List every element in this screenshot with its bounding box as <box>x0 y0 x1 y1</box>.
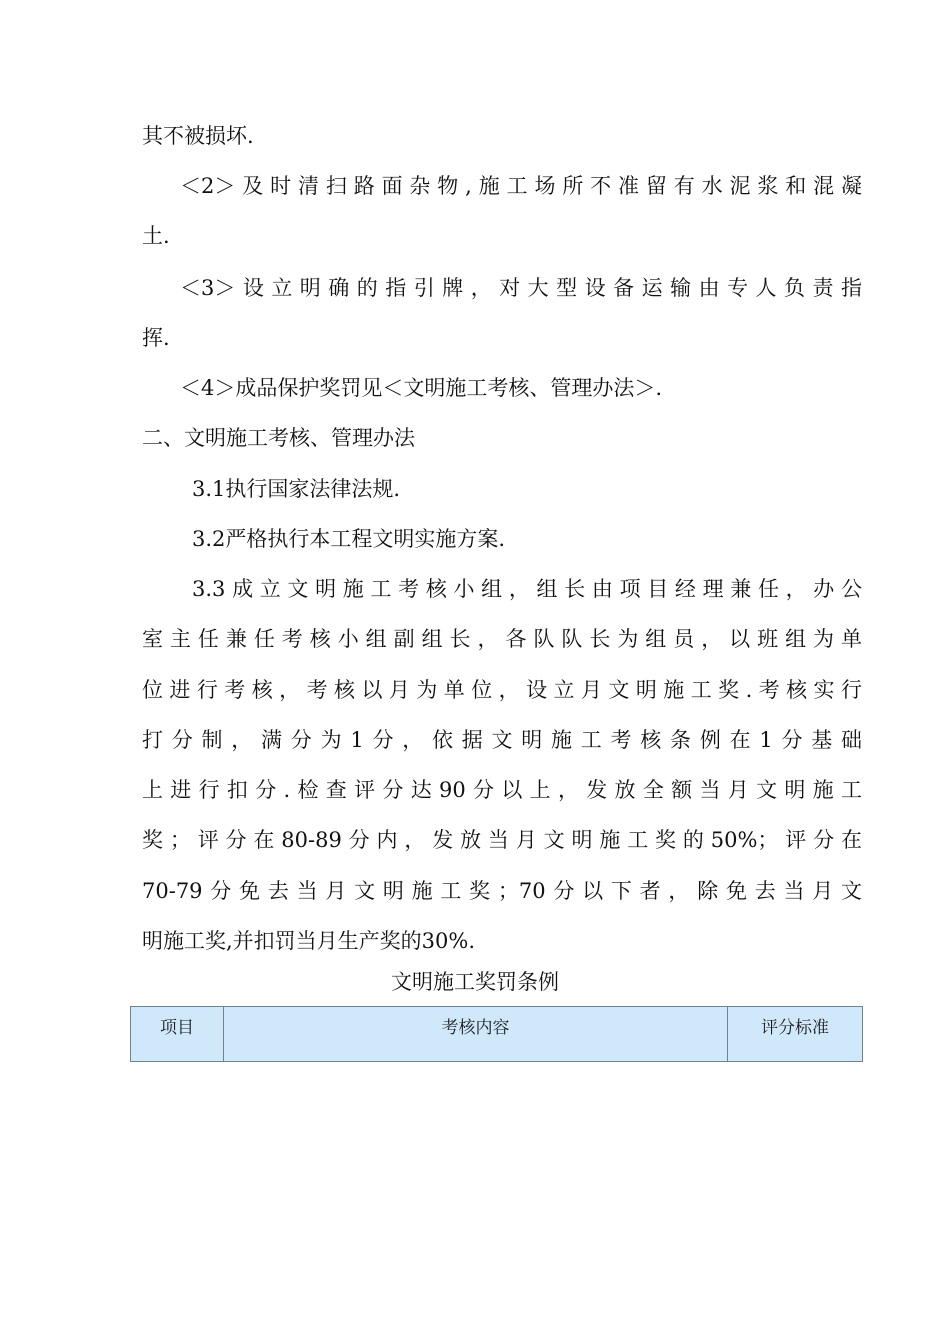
table-header-row <box>131 1007 863 1062</box>
paragraph-line: ＜4＞成品保护奖罚见＜文明施工考核、管理办法＞. <box>180 376 663 400</box>
paragraph-line: 70-79分免去当月文明施工奖；70分以下者，除免去当月文 <box>142 879 862 903</box>
paragraph-line: 位进行考核，考核以月为单位，设立月文明施工奖.考核实行 <box>142 678 862 702</box>
paragraph-line: 打分制，满分为1分，依据文明施工考核条例在1分基础 <box>142 728 862 752</box>
paragraph-line: 明施工奖,并扣罚当月生产奖的30%. <box>142 929 476 953</box>
clause-line: 3.3成立文明施工考核小组，组长由项目经理兼任，办公 <box>192 577 862 601</box>
clause-line: 3.1执行国家法律法规. <box>192 477 401 501</box>
paragraph-line: 上进行扣分.检查评分达90分以上，发放全额当月文明施工 <box>142 778 862 802</box>
header-cell-criteria: 评分标准 <box>728 1007 863 1062</box>
paragraph-line: 奖；评分在80-89分内，发放当月文明施工奖的50%；评分在 <box>142 828 862 852</box>
paragraph-line: ＜2＞及时清扫路面杂物,施工场所不准留有水泥浆和混凝 <box>180 174 862 198</box>
paragraph-line: 室主任兼任考核小组副组长，各队队长为组员，以班组为单 <box>142 627 862 651</box>
rules-table <box>130 1006 863 1062</box>
clause-line: 3.2严格执行本工程文明实施方案. <box>192 527 506 551</box>
paragraph-line: 其不被损坏. <box>142 124 254 148</box>
header-cell-content: 考核内容 <box>224 1007 728 1062</box>
section-heading: 二、文明施工考核、管理办法 <box>142 426 415 450</box>
paragraph-line: 土. <box>142 224 170 248</box>
paragraph-line: ＜3＞设立明确的指引牌，对大型设备运输由专人负责指 <box>180 276 862 300</box>
paragraph-line: 挥. <box>142 326 170 350</box>
header-cell-item: 项目 <box>131 1007 224 1062</box>
table-caption: 文明施工奖罚条例 <box>391 970 559 994</box>
